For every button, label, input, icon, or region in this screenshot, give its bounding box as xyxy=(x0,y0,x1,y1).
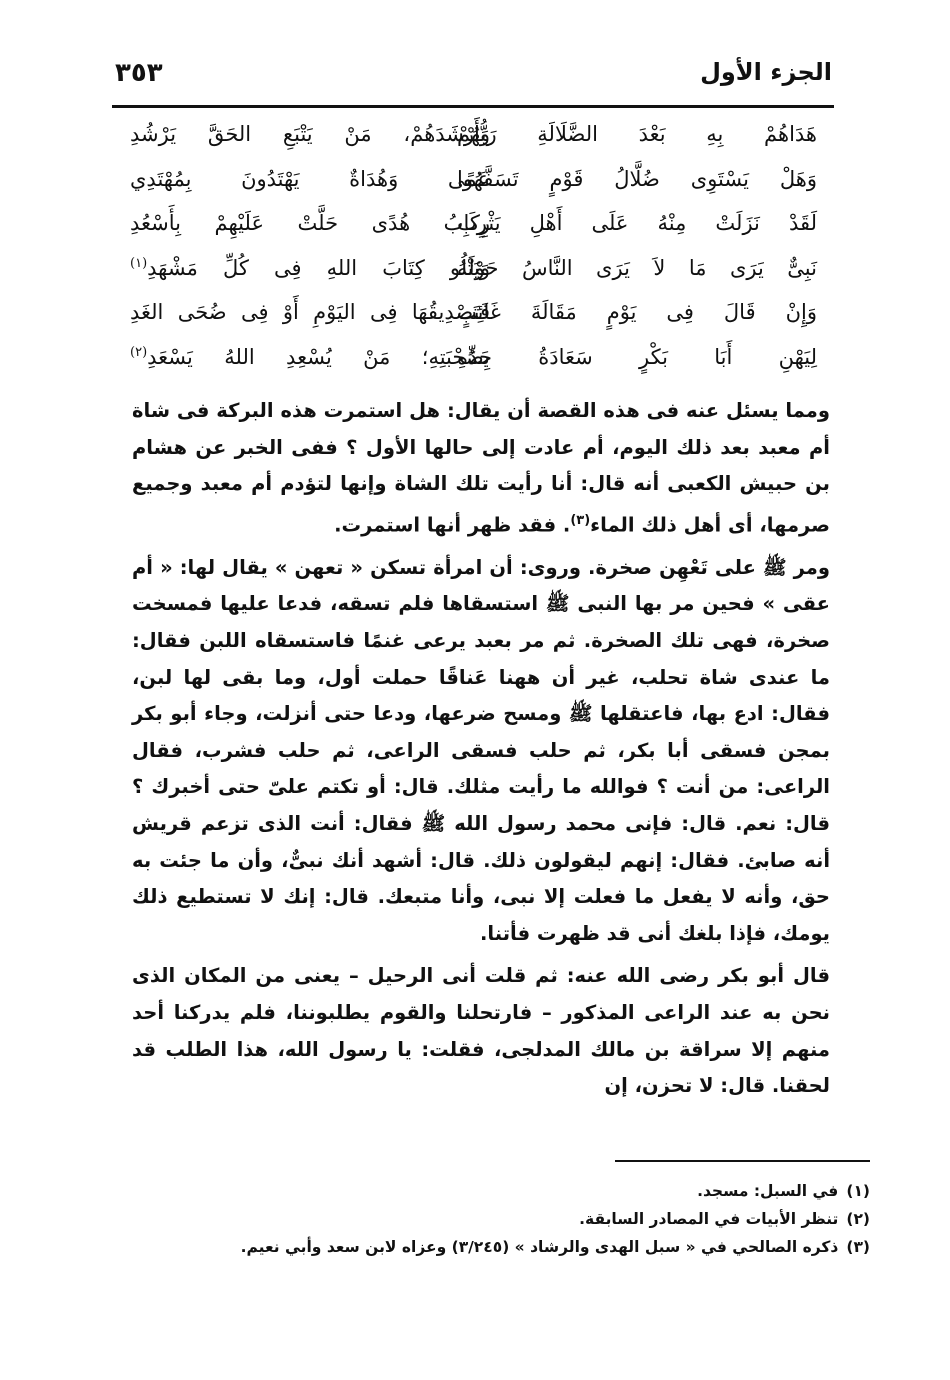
footnote-text: تنظر الأبيات في المصادر السابقة. xyxy=(579,1210,839,1228)
verse-second-hemistich xyxy=(130,345,490,369)
paragraph xyxy=(132,393,830,544)
verse-first-hemistich: لِيَهْنِ أَبَا بَكْرٍ سَعَادَةُ جَدِّهِ xyxy=(457,344,817,369)
verse-second-hemistich xyxy=(130,256,490,280)
verse-line xyxy=(130,122,817,167)
verse-line xyxy=(130,211,817,256)
header-rule xyxy=(112,105,834,108)
footnote-separator xyxy=(615,1160,870,1162)
paragraph: ومر ﷺ على تَعْهِن صخرة. وروى: أن امرأة تسكن « تعهن » يقال لها: « أم عقى » فحين مر بها النبى ﷺ استسقاها فلم تسقه، فدعا عليها فمسخت صخرة، فهى تلك الصخرة. ثم مر بعبد يرعى غنمًا فاستسقاه اللبن فقال: ما عندى شاة تحلب، غير أن ههنا عَناقًا حملت أول، وما بقى لها لبن، فقال: ادع بها، فاعتقلها ﷺ ومسح ضرعها، ودعا حتى أنزلت، وجاء أبو بكر بمجن فسقى أبا بكر، ثم حلب فسقى الراعى، ثم حلب فشرب، فقال الراعى: من أنت ؟ فوالله ما رأيت مثلك. قال: أو تكتم علىّ حتى أخبرك ؟ قال: نعم. قال: فإنى محمد رسول الله ﷺ فقال: أنت الذى تزعم قريش أنه صابئ. فقال: إنهم ليقولون ذلك. قال: أشهد أنك نبىٌّ، وأن ما جئت به حق، وأنه لا يفعل ما فعلت إلا نبى، وأنا متبعك. قال: إنك لا تستطيع ذلك يومك، فإذا بلغك أنى قد ظهرت فأتنا. xyxy=(132,555,830,945)
footnotes xyxy=(150,1177,870,1261)
verse-text: وَيَتْلُو كِتَابَ اللهِ فِى كُلِّ مَشْهَدِ xyxy=(147,255,490,280)
footnote-number: (٣) xyxy=(846,1238,870,1256)
verse-text: بِصُحْبَتِهِ؛ مَنْ يُسْعِدِ اللهُ يَسْعَدِ xyxy=(147,344,490,369)
footnote xyxy=(150,1233,870,1261)
verse-second-hemistich: وَأَرْشَدَهُمْ، مَنْ يَتْبَعِ الحَقَّ يَرْشُدِ xyxy=(130,122,490,146)
verse-first-hemistich: وَهَلْ يَسْتَوِى ضُلَّالُ قَوْمٍ تَسَفَّهُوا xyxy=(457,166,817,191)
footnote xyxy=(150,1205,870,1233)
footnote-marker: (٢) xyxy=(130,344,148,360)
poem xyxy=(130,122,817,390)
verse-second-hemistich: عَمًى وَهُدَاةٌ يَهْتَدُونَ بِمُهْتَدِي xyxy=(130,166,490,191)
verse-second-hemistich: رِكَابُ هُدًى حَلَّتْ عَلَيْهِمْ بِأَسْعُدِ xyxy=(130,211,490,235)
footnote-number: (١) xyxy=(846,1182,870,1200)
paragraph-text: . فقد ظهر أنها استمرت. xyxy=(334,513,571,537)
paragraph: قال أبو بكر رضى الله عنه: ثم قلت أنى الرحيل – يعنى من المكان الذى نحن به عند الراعى المذكور – فارتحلنا والقوم يطلبوننا، فلم يدركنا أحد منهم إلا سراقة بن مالك المدلجى، فقلت: يا رسول الله، هذا الطلب قد لحقنا. قال: لا تحزن، إن xyxy=(132,964,830,1098)
verse-line xyxy=(130,300,817,345)
part-title: الجزء الأول xyxy=(700,58,832,86)
verse-first-hemistich: نَبِىٌّ يَرَى مَا لاَ يَرَى النَّاسُ حَوْلَهُ xyxy=(457,255,817,280)
footnote-text: ذكره الصالحي في « سبل الهدى والرشاد » (٣/٢٤٥) وعزاه لابن سعد وأبي نعيم. xyxy=(240,1238,839,1256)
verse-first-hemistich: لَقَدْ نَزَلَتْ مِنْهُ عَلَى أَهْلِ يَثْرِبِ xyxy=(457,211,817,235)
verse-line xyxy=(130,167,817,212)
footnote-marker: (٣) xyxy=(570,512,591,528)
verse-line xyxy=(130,345,817,390)
verse-line xyxy=(130,256,817,301)
footnote-number: (٢) xyxy=(846,1210,870,1228)
page-number: ٣٥٣ xyxy=(115,58,163,88)
footnote-marker: (١) xyxy=(130,255,148,271)
verse-first-hemistich: وَإِنْ قَالَ فِى يَوْمٍ مَقَالَةَ غَائِبٍ xyxy=(457,300,817,324)
verse-second-hemistich: فَتَصْدِيقُهَا فِى اليَوْمِ أَوْ فِى ضُحَى الغَدِ xyxy=(130,300,490,324)
body-text xyxy=(132,393,830,1105)
paragraph-text: ومما يسئل عنه فى هذه القصة أن يقال: هل استمرت هذه البركة فى شاة أم معبد بعد ذلك اليوم، أم عادت إلى حالها الأول ؟ ففى الخبر عن هشام بن حبيش الكعبى أنه قال: أنا رأيت تلك الشاة وإنها لتؤدم أم معبد وجميع صرمها، أى أهل ذلك الماء xyxy=(132,399,830,537)
footnote xyxy=(150,1177,870,1205)
verse-first-hemistich: هَدَاهُمْ بِهِ بَعْدَ الضَّلَالَةِ رَبُّهُمْ xyxy=(457,122,817,146)
footnote-text: في السبل: مسجد. xyxy=(697,1182,839,1200)
running-header xyxy=(115,58,832,98)
